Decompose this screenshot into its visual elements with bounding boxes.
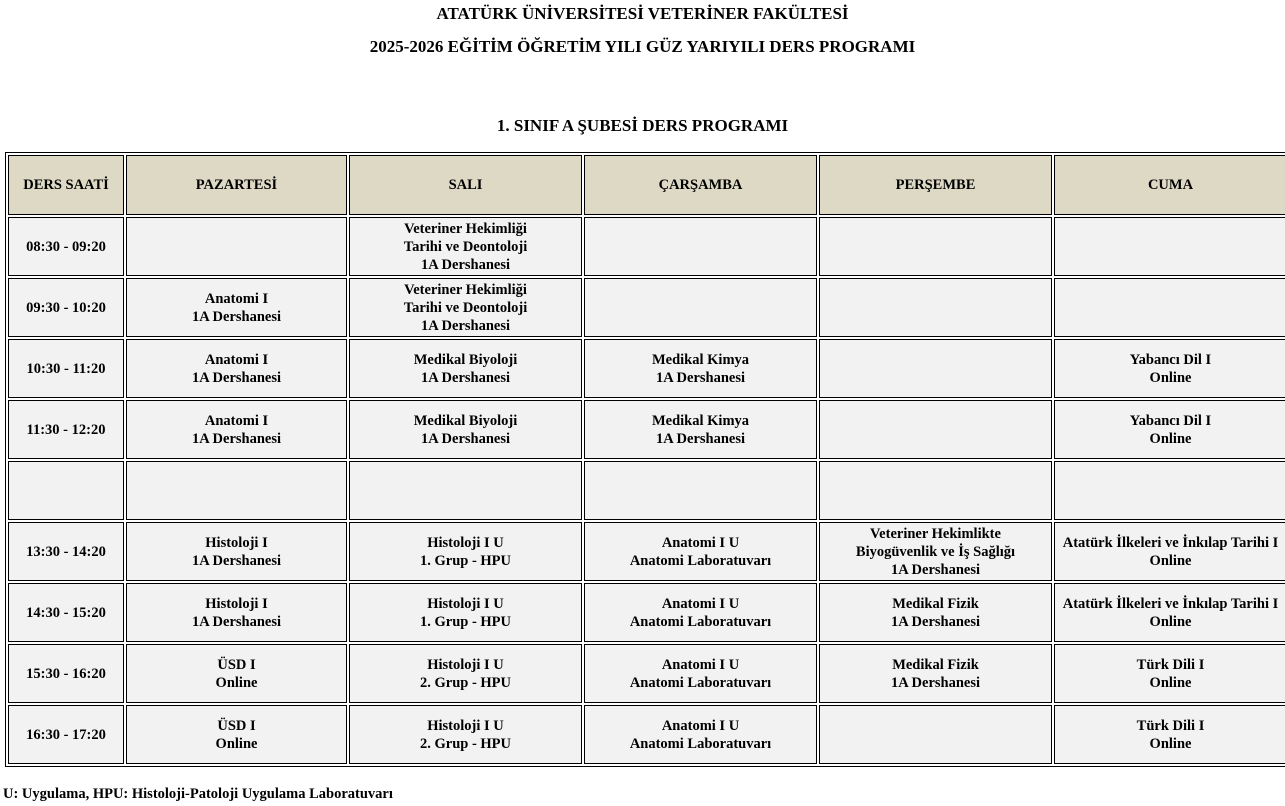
- time-slot-cell: 15:30 - 16:20: [8, 644, 124, 703]
- course-detail: 1A Dershanesi: [191, 369, 282, 386]
- course-cell-wednesday: [584, 217, 817, 276]
- course-cell-friday: [1054, 217, 1285, 276]
- course-cell-monday: [126, 705, 347, 764]
- course-name: Histoloji I U: [427, 595, 504, 612]
- course-detail: 1A Dershanesi: [890, 561, 981, 578]
- course-detail: 2. Grup - HPU: [419, 735, 512, 752]
- course-detail: Biyogüvenlik ve İş Sağlığı: [855, 543, 1016, 560]
- course-detail: Anatomi Laboratuvarı: [629, 735, 772, 752]
- course-detail: 1A Dershanesi: [191, 430, 282, 447]
- course-detail: Online: [1149, 735, 1192, 752]
- course-detail: Online: [215, 735, 258, 752]
- course-name: Histoloji I U: [427, 717, 504, 734]
- course-cell-wednesday: [584, 644, 817, 703]
- course-detail: Tarihi ve Deontoloji: [403, 299, 528, 316]
- course-cell-monday: [126, 461, 347, 520]
- column-header-friday: CUMA: [1054, 155, 1285, 215]
- course-name: ÜSD I: [217, 656, 256, 673]
- course-cell-wednesday: [584, 522, 817, 581]
- course-cell-tuesday: [349, 583, 582, 642]
- course-name: Medikal Fizik: [892, 656, 979, 673]
- course-detail: Anatomi Laboratuvarı: [629, 674, 772, 691]
- course-cell-tuesday: [349, 705, 582, 764]
- course-cell-thursday: [819, 461, 1052, 520]
- course-name: Türk Dili I: [1136, 717, 1205, 734]
- course-cell-tuesday: [349, 522, 582, 581]
- course-detail: 1A Dershanesi: [890, 674, 981, 691]
- course-detail: 1A Dershanesi: [420, 317, 511, 334]
- course-cell-friday: [1054, 583, 1285, 642]
- course-cell-friday: [1054, 644, 1285, 703]
- course-name: Anatomi I U: [661, 717, 740, 734]
- time-slot-cell: 10:30 - 11:20: [8, 339, 124, 398]
- program-title: 2025-2026 EĞİTİM ÖĞRETİM YILI GÜZ YARIYILI DERS PROGRAMI: [369, 37, 916, 56]
- course-cell-monday: [126, 400, 347, 459]
- course-name: Anatomi I: [204, 351, 269, 368]
- course-cell-monday: [126, 339, 347, 398]
- course-cell-tuesday: [349, 217, 582, 276]
- course-cell-tuesday: [349, 461, 582, 520]
- course-name: Medikal Kimya: [651, 412, 750, 429]
- course-cell-tuesday: [349, 644, 582, 703]
- course-name: Medikal Kimya: [651, 351, 750, 368]
- table-row: [8, 400, 1285, 459]
- course-name: Histoloji I U: [427, 656, 504, 673]
- course-cell-thursday: [819, 339, 1052, 398]
- course-cell-thursday: [819, 278, 1052, 337]
- course-cell-wednesday: [584, 339, 817, 398]
- course-cell-monday: [126, 522, 347, 581]
- column-header-thursday: PERŞEMBE: [819, 155, 1052, 215]
- table-row: [8, 705, 1285, 764]
- course-detail: 1. Grup - HPU: [419, 613, 512, 630]
- course-cell-wednesday: [584, 705, 817, 764]
- course-detail: 1A Dershanesi: [420, 256, 511, 273]
- course-detail: 1A Dershanesi: [420, 430, 511, 447]
- course-name: Yabancı Dil I: [1129, 351, 1212, 368]
- course-cell-friday: [1054, 705, 1285, 764]
- table-row: [8, 461, 1285, 520]
- course-name: Anatomi I U: [661, 534, 740, 551]
- faculty-title: ATATÜRK ÜNİVERSİTESİ VETERİNER FAKÜLTESİ: [436, 4, 849, 23]
- table-row: [8, 217, 1285, 276]
- course-detail: 1A Dershanesi: [655, 430, 746, 447]
- time-slot-cell: 08:30 - 09:20: [8, 217, 124, 276]
- course-name: Türk Dili I: [1136, 656, 1205, 673]
- course-cell-tuesday: [349, 339, 582, 398]
- time-slot-cell: 16:30 - 17:20: [8, 705, 124, 764]
- table-row: [8, 644, 1285, 703]
- time-slot-cell: [8, 461, 124, 520]
- header-row: [8, 155, 1285, 215]
- course-detail: Tarihi ve Deontoloji: [403, 238, 528, 255]
- course-cell-thursday: [819, 583, 1052, 642]
- course-cell-monday: [126, 278, 347, 337]
- course-cell-monday: [126, 217, 347, 276]
- course-cell-friday: [1054, 339, 1285, 398]
- course-cell-wednesday: [584, 278, 817, 337]
- course-detail: Online: [1149, 613, 1192, 630]
- column-header-monday: PAZARTESİ: [126, 155, 347, 215]
- course-detail: Anatomi Laboratuvarı: [629, 552, 772, 569]
- course-detail: 1A Dershanesi: [191, 308, 282, 325]
- course-name: Histoloji I: [205, 534, 268, 551]
- course-cell-friday: [1054, 278, 1285, 337]
- course-name: Histoloji I: [205, 595, 268, 612]
- time-slot-cell: 14:30 - 15:20: [8, 583, 124, 642]
- time-slot-cell: 09:30 - 10:20: [8, 278, 124, 337]
- column-header-tuesday: SALI: [349, 155, 582, 215]
- course-detail: 1A Dershanesi: [191, 613, 282, 630]
- course-name: Yabancı Dil I: [1129, 412, 1212, 429]
- course-name: Medikal Biyoloji: [413, 412, 518, 429]
- time-slot-cell: 13:30 - 14:20: [8, 522, 124, 581]
- course-name: ÜSD I: [217, 717, 256, 734]
- schedule-table: [5, 152, 1285, 767]
- course-cell-thursday: [819, 217, 1052, 276]
- course-name: Medikal Fizik: [892, 595, 979, 612]
- course-name: Veteriner Hekimliği: [404, 220, 527, 237]
- course-name: Atatürk İlkeleri ve İnkılap Tarihi I: [1062, 595, 1279, 612]
- column-header-wednesday: ÇARŞAMBA: [584, 155, 817, 215]
- course-name: Anatomi I U: [661, 595, 740, 612]
- course-detail: Online: [1149, 552, 1192, 569]
- time-slot-cell: 11:30 - 12:20: [8, 400, 124, 459]
- course-detail: 2. Grup - HPU: [419, 674, 512, 691]
- course-detail: Anatomi Laboratuvarı: [629, 613, 772, 630]
- course-cell-monday: [126, 583, 347, 642]
- course-name: Atatürk İlkeleri ve İnkılap Tarihi I: [1062, 534, 1279, 551]
- course-cell-wednesday: [584, 461, 817, 520]
- course-detail: 1A Dershanesi: [420, 369, 511, 386]
- course-cell-wednesday: [584, 400, 817, 459]
- course-name: Veteriner Hekimliği: [404, 281, 527, 298]
- course-cell-friday: [1054, 400, 1285, 459]
- course-detail: Online: [1149, 430, 1192, 447]
- course-name: Anatomi I U: [661, 656, 740, 673]
- table-row: [8, 522, 1285, 581]
- course-cell-thursday: [819, 522, 1052, 581]
- course-name: Medikal Biyoloji: [413, 351, 518, 368]
- course-detail: 1A Dershanesi: [890, 613, 981, 630]
- course-cell-wednesday: [584, 583, 817, 642]
- class-section-title: 1. SINIF A ŞUBESİ DERS PROGRAMI: [496, 116, 789, 135]
- course-cell-friday: [1054, 522, 1285, 581]
- course-detail: 1A Dershanesi: [191, 552, 282, 569]
- course-cell-tuesday: [349, 400, 582, 459]
- course-detail: Online: [1149, 369, 1192, 386]
- course-name: Anatomi I: [204, 412, 269, 429]
- table-row: [8, 278, 1285, 337]
- column-header-time: DERS SAATİ: [8, 155, 124, 215]
- course-name: Histoloji I U: [427, 534, 504, 551]
- course-cell-thursday: [819, 400, 1052, 459]
- course-detail: Online: [1149, 674, 1192, 691]
- table-row: [8, 339, 1285, 398]
- footnote: U: Uygulama, HPU: Histoloji-Patoloji Uygulama Laboratuvarı: [3, 786, 393, 802]
- course-detail: 1A Dershanesi: [655, 369, 746, 386]
- course-cell-friday: [1054, 461, 1285, 520]
- course-detail: Online: [215, 674, 258, 691]
- course-cell-thursday: [819, 644, 1052, 703]
- course-name: Anatomi I: [204, 290, 269, 307]
- table-row: [8, 583, 1285, 642]
- course-cell-thursday: [819, 705, 1052, 764]
- course-cell-tuesday: [349, 278, 582, 337]
- course-cell-monday: [126, 644, 347, 703]
- course-detail: 1. Grup - HPU: [419, 552, 512, 569]
- course-name: Veteriner Hekimlikte: [870, 525, 1001, 542]
